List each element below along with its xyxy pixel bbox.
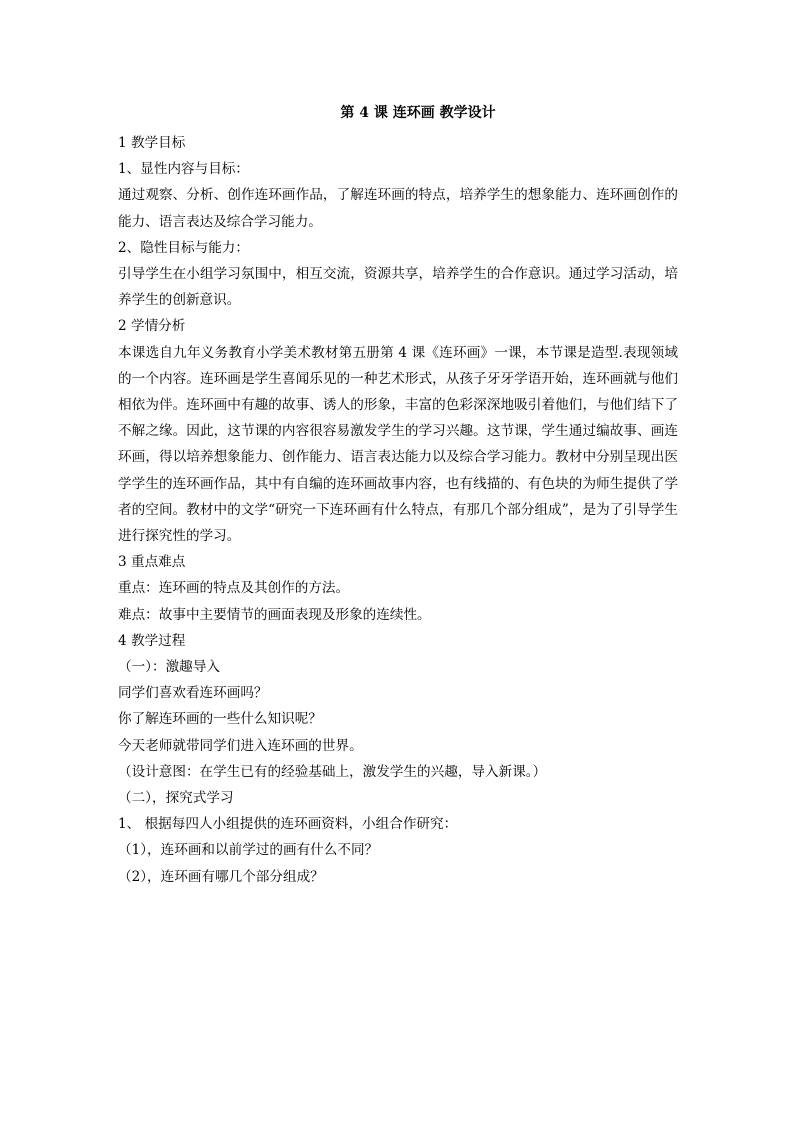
section-heading-analysis: 2 学情分析	[118, 318, 186, 335]
process-statement: 今天老师就带同学们进入连环画的世界。	[118, 737, 363, 754]
document-page	[118, 100, 678, 890]
section-heading-process: 4 教学过程	[118, 632, 186, 649]
key-point-difficulty: 难点：故事中主要情节的画面表现及形象的连续性。	[118, 606, 431, 623]
subheading-explicit-goals: 1、显性内容与目标：	[118, 161, 249, 178]
subheading-implicit-goals: 2、隐性目标与能力：	[118, 239, 249, 256]
paragraph-implicit-goals: 引导学生在小组学习氛围中，相互交流，资源共享，培养学生的合作意识。通过学习活动，培养学生的创新意识。	[118, 266, 678, 309]
process-subitem-2: （2），连环画有哪几个部分组成？	[118, 868, 324, 885]
process-step-intro: （一）：激趣导入	[118, 659, 220, 676]
paragraph-analysis: 本课选自九年义务教育小学美术教材第五册第 4 课《连环画》一课，本节课是造型.表现领域的一个内容。连环画是学生喜闻乐见的一种艺术形式，从孩子牙牙学语开始，连环画就与他们相依为伴。连环画中有趣的故事、诱人的形象，丰富的色彩深深地吸引着他们，与他们结下了不解之缘。因此，这节课的内容很容易激发学生的学习兴趣。这节课，学生通过编故事、画连环画，得以培养想象能力、创作能力、语言表达能力以及综合学习能力。教材中分别呈现出医学学生的连环画作品，其中有自编的连环画故事内容，也有线描的、有色块的为师生提供了学者的空间。教材中的文学“研究一下连环画有什么特点，有那几个部分组成”，是为了引导学生进行探究性的学习。	[118, 344, 678, 545]
section-heading-key-points: 3 重点难点	[118, 554, 186, 571]
process-step-explore: （二），探究式学习	[118, 790, 234, 807]
key-point-focus: 重点：连环画的特点及其创作的方法。	[118, 580, 350, 597]
process-subitem-1: （1），连环画和以前学过的画有什么不同？	[118, 842, 379, 859]
paragraph-explicit-goals: 通过观察、分析、创作连环画作品，了解连环画的特点，培养学生的想象能力、连环画创作的能力、语言表达及综合学习能力。	[118, 187, 678, 230]
process-design-note: （设计意图：在学生已有的经验基础上，激发学生的兴趣，导入新课。）	[118, 763, 547, 780]
document-title: 第 4 课 连环画 教学设计	[340, 105, 496, 121]
section-heading-objectives: 1 教学目标	[118, 135, 186, 151]
process-question-1: 同学们喜欢看连环画吗？	[118, 685, 268, 702]
process-question-2: 你了解连环画的一些什么知识呢？	[118, 711, 322, 728]
process-item-1: 1、 根据每四人小组提供的连环画资料，小组合作研究：	[118, 816, 458, 833]
